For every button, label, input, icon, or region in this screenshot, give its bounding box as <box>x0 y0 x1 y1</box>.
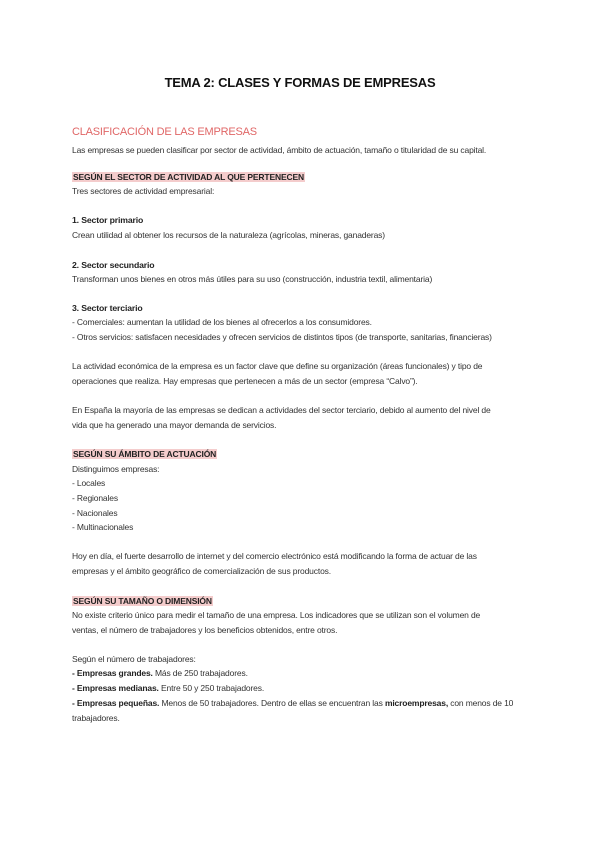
medianas-label: - Empresas medianas. <box>72 683 159 693</box>
tamano-heading: SEGÚN SU TAMAÑO O DIMENSIÓN <box>73 596 212 606</box>
document-title: TEMA 2: CLASES Y FORMAS DE EMPRESAS <box>164 75 436 90</box>
empresas-medianas <box>72 683 264 694</box>
ambito-heading: SEGÚN SU ÁMBITO DE ACTUACIÓN <box>73 449 217 459</box>
sector-intro: Tres sectores de actividad empresarial: <box>72 186 215 196</box>
tamano-heading-line <box>72 596 213 607</box>
section-intro: Las empresas se pueden clasificar por sector de actividad, ámbito de actuación, tamaño o titularidad de su capital. <box>72 145 487 155</box>
tamano-last-line: trabajadores. <box>72 713 120 723</box>
pequenas-text: Menos de 50 trabajadores. Dentro de ellas se encuentran las <box>159 698 385 708</box>
primario-text: Crean utilidad al obtener los recursos de la naturaleza (agrícolas, mineras, ganaderas) <box>72 230 385 240</box>
grandes-label: - Empresas grandes. <box>72 668 153 678</box>
micro-text: con menos de 10 <box>448 698 514 708</box>
medianas-text: Entre 50 y 250 trabajadores. <box>158 683 265 693</box>
secundario-text: Transforman unos bienes en otros más útiles para su uso (construcción, industria textil, alimentaria) <box>72 274 433 284</box>
terciario-item-1: - Comerciales: aumentan la utilidad de los bienes al ofrecerlos a los consumidores. <box>72 317 372 327</box>
grandes-text: Más de 250 trabajadores. <box>152 668 248 678</box>
ambito-item: - Locales <box>72 478 106 488</box>
sector-para1-line2: operaciones que realiza. Hay empresas que pertenecen a más de un sector (empresa “Calvo”). <box>72 376 418 386</box>
sector-heading-line <box>72 172 305 183</box>
ambito-intro: Distinguimos empresas: <box>72 464 160 474</box>
sector-para1-line1: La actividad económica de la empresa es un factor clave que define su organización (áreas funcionales) y tipo de <box>72 361 483 371</box>
ambito-para-line2: empresas y el ámbito geográfico de comercialización de sus productos. <box>72 566 331 576</box>
pequenas-label: - Empresas pequeñas. <box>72 698 160 708</box>
empresas-pequenas <box>72 698 513 709</box>
sector-para2-line2: vida que ha generado una mayor demanda de servicios. <box>72 420 277 430</box>
ambito-item: - Multinacionales <box>72 522 134 532</box>
terciario-item-2: - Otros servicios: satisfacen necesidades y ofrecen servicios de distintos tipos (de transporte, sanitarias, financieras) <box>72 332 492 342</box>
secundario-title: 2. Sector secundario <box>72 260 155 270</box>
tamano-para-line1: No existe criterio único para medir el tamaño de una empresa. Los indicadores que se utilizan son el volumen de <box>72 610 481 620</box>
terciario-title: 3. Sector terciario <box>72 303 143 313</box>
section-heading: CLASIFICACIÓN DE LAS EMPRESAS <box>72 126 257 138</box>
empresas-grandes <box>72 668 248 679</box>
ambito-item: - Regionales <box>72 493 118 503</box>
sector-heading: SEGÚN EL SECTOR DE ACTIVIDAD AL QUE PERTENECEN <box>73 172 304 182</box>
tamano-para-line2: ventas, el número de trabajadores y los beneficios obtenidos, entre otros. <box>72 625 338 635</box>
ambito-para-line1: Hoy en día, el fuerte desarrollo de internet y del comercio electrónico está modificando la forma de actuar de las <box>72 551 477 561</box>
tamano-intro: Según el número de trabajadores: <box>72 654 196 664</box>
primario-title: 1. Sector primario <box>72 215 144 225</box>
sector-para2-line1: En España la mayoría de las empresas se dedican a actividades del sector terciario, debido al aumento del nivel de <box>72 405 491 415</box>
ambito-item: - Nacionales <box>72 508 118 518</box>
micro-label: microempresas, <box>384 698 449 708</box>
ambito-heading-line <box>72 449 217 460</box>
